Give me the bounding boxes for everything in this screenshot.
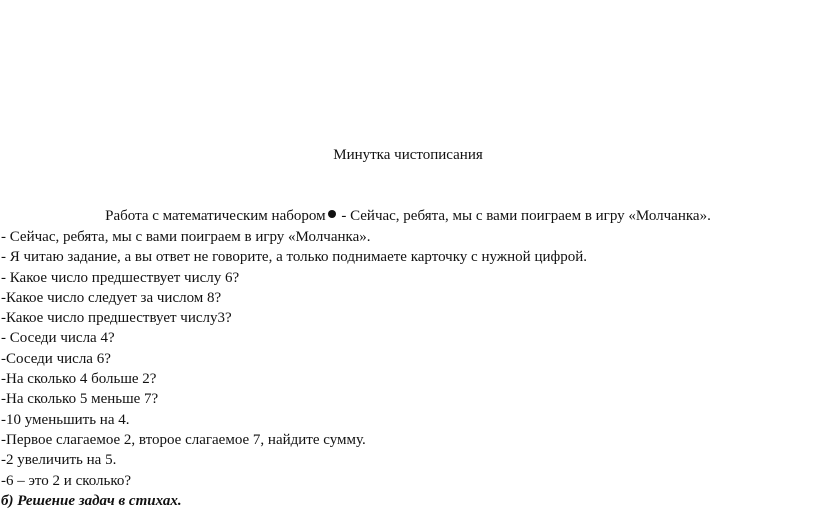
task-line: -На сколько 5 меньше 7?	[1, 391, 159, 408]
task-line: -10 уменьшить на 4.	[1, 411, 130, 428]
task-line: -Первое слагаемое 2, второе слагаемое 7, найдите сумму.	[1, 431, 366, 448]
intro-paragraph	[0, 206, 816, 226]
task-line: - Какое число предшествует числу 6?	[1, 269, 240, 286]
intro-text-before: Работа с математическим набором	[105, 208, 326, 224]
document-title: Минутка чистописания	[333, 147, 483, 163]
bullet-icon	[328, 210, 336, 218]
section-heading: б) Решение задач в стихах.	[1, 492, 182, 509]
intro-text-after: - Сейчас, ребята, мы с вами поиграем в игру «Молчанка».	[337, 208, 711, 224]
task-line: -Какое число предшествует числу3?	[1, 310, 232, 327]
task-line: -Какое число следует за числом 8?	[1, 289, 222, 306]
task-line: -Соседи числа 6?	[1, 350, 111, 367]
task-line: -6 – это 2 и сколько?	[1, 472, 132, 489]
task-line: -2 увеличить на 5.	[1, 452, 117, 469]
task-line: - Сейчас, ребята, мы с вами поиграем в игру «Молчанка».	[1, 229, 371, 245]
task-list	[0, 227, 816, 511]
task-line: -На сколько 4 больше 2?	[1, 371, 157, 388]
task-line: - Соседи числа 4?	[1, 330, 115, 347]
task-line: - Я читаю задание, а вы ответ не говорите, а только поднимаете карточку с нужной цифрой.	[1, 249, 588, 266]
